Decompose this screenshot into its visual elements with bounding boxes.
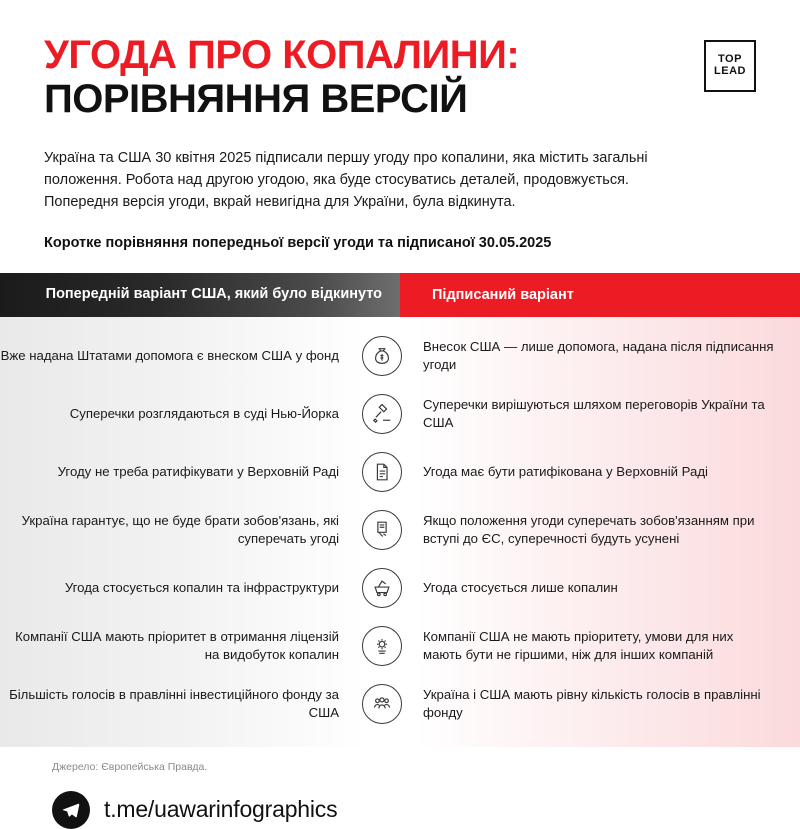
page-title-line2: ПОРІВНЯННЯ ВЕРСІЙ (44, 77, 468, 122)
logo-top-text: TOP (718, 53, 742, 66)
table-row (0, 385, 800, 443)
row-signed-text: Угода стосується лише копалин (423, 579, 618, 595)
row-icon-wrap (355, 684, 409, 724)
license-gear-icon (362, 626, 402, 666)
comparison-table (0, 273, 800, 747)
mine-cart-icon (362, 568, 402, 608)
table-row (0, 559, 800, 617)
row-signed-text: Компанії США не мають пріоритету, умови для них мають бути не гіршими, ніж для інших компаній (423, 628, 734, 662)
column-header-signed (400, 273, 800, 317)
intro-paragraph: Україна та США 30 квітня 2025 підписали першу угоду про копалини, яка містить загальні положення. Робота над другою угодою, яка буде стосуватись деталей, продовжується. Попередня версія угоди, вкрай невигідна для України, була відкинута. (44, 149, 648, 210)
table-row (0, 443, 800, 501)
money-bag-icon (362, 336, 402, 376)
row-icon-wrap (355, 626, 409, 666)
row-icon-wrap (355, 568, 409, 608)
row-old-text: Більшість голосів в правлінні інвестиційного фонду за США (9, 686, 339, 720)
row-old-text: Суперечки розглядаються в суді Нью-Йорка (69, 405, 339, 421)
row-signed-text: Внесок США — лише допомога, надана після підписання угоди (423, 338, 774, 372)
row-signed-text: Суперечки вирішуються шляхом переговорів України та США (423, 396, 765, 430)
row-old-text: Угода стосується копалин та інфраструктури (64, 579, 339, 595)
row-icon-wrap (355, 394, 409, 434)
row-old-text: Компанії США мають пріоритет в отримання ліцензій на видобуток копалин (15, 628, 339, 662)
row-signed-text: Україна і США мають рівну кількість голосів в правлінні фонду (423, 686, 761, 720)
comparison-header-row (0, 273, 800, 317)
table-row (0, 675, 800, 733)
gavel-icon (362, 394, 402, 434)
contract-hand-icon (362, 510, 402, 550)
row-old-text: Угоду не треба ратифікувати у Верховній Раді (57, 463, 339, 479)
telegram-handle: t.me/uawarinfographics (104, 796, 338, 823)
row-signed-text: Угода має бути ратифікована у Верховній Раді (423, 463, 708, 479)
table-row (0, 617, 800, 675)
row-signed-text: Якщо положення угоди суперечать зобов'язанням при вступі до ЄС, суперечності будуть усунені (423, 512, 755, 546)
comparison-rows (0, 317, 800, 747)
row-old-text: Україна гарантує, що не буде брати зобов'язань, які суперечать угоді (21, 512, 339, 546)
row-old-text: Вже надана Штатами допомога є внеском США у фонд (0, 347, 339, 363)
table-row (0, 327, 800, 385)
row-icon-wrap (355, 336, 409, 376)
page-title-line1: УГОДА ПРО КОПАЛИНИ: (44, 33, 520, 77)
header (0, 0, 800, 121)
column-header-old (0, 273, 400, 317)
table-row (0, 501, 800, 559)
column-header-old-label: Попередній варіант США, який було відкинуто (45, 286, 382, 303)
telegram-icon (52, 791, 90, 829)
telegram-link[interactable] (52, 791, 800, 829)
source-note: Джерело: Європейська Правда. (52, 760, 208, 773)
document-icon (362, 452, 402, 492)
row-icon-wrap (355, 510, 409, 550)
subhead: Коротке порівняння попередньої версії угоди та підписаної 30.05.2025 (44, 234, 552, 251)
toplead-logo (704, 40, 756, 92)
people-board-icon (362, 684, 402, 724)
column-header-signed-label: Підписаний варіант (432, 286, 574, 303)
logo-bottom-text: LEAD (714, 65, 746, 77)
row-icon-wrap (355, 452, 409, 492)
